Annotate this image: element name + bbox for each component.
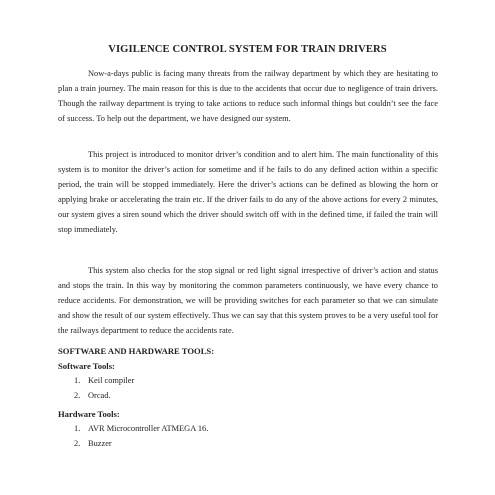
document-title: VIGILENCE CONTROL SYSTEM FOR TRAIN DRIVERS [108,44,387,55]
paragraph-functionality: This project is introduced to monitor driver’s condition and to alert him. The main functionality of this system is to monitor the driver’s action for sometime and if he fails to do any defined action within a specific period, the train will be stopped immediately. Here the driver’s actions can be defined as blowing the horn or applying brake or accelerating the train etc. If the driver fails to do any of the above actions for every 2 minutes, our system gives a siren sound which the driver should switch off with in the defined time, if failed the train will stop immediately. [58,150,438,234]
software-tools-list [74,373,134,403]
list-number: 2. [74,439,81,448]
list-item [74,421,208,436]
list-item-label: Orcad. [88,391,111,400]
list-number: 2. [74,391,81,400]
list-item-label: AVR Microcontroller ATMEGA 16. [88,424,209,433]
list-number: 1. [74,376,81,385]
list-item [74,436,208,451]
tools-heading: SOFTWARE AND HARDWARE TOOLS: [58,346,215,356]
list-number: 1. [74,424,81,433]
list-item-label: Buzzer [88,439,112,448]
paragraph-intro: Now-a-days public is facing many threats from the railway department by which they are hesitating to plan a train journey. The main reason for this is due to the accidents that occur due to negligence of train drivers. Though the railway department is trying to take actions to reduce such informal things but couldn’t see the face of success. To help out the department, we have designed our system. [58,69,438,123]
hardware-tools-heading: Hardware Tools: [58,409,120,419]
paragraph-signal-check: This system also checks for the stop signal or red light signal irrespective of driver’s action and status and stops the train. In this way by monitoring the common parameters continuously, we have every chance to reduce accidents. For demonstration, we will be providing switches for each parameter so that we can simulate and show the result of our system effectively. Thus we can say that this system proves to be a very useful tool for the railways department to reduce the accidents rate. [58,266,438,335]
list-item [74,373,134,388]
list-item [74,388,134,403]
software-tools-heading: Software Tools: [58,361,115,371]
hardware-tools-list [74,421,208,451]
list-item-label: Keil compiler [88,376,135,385]
